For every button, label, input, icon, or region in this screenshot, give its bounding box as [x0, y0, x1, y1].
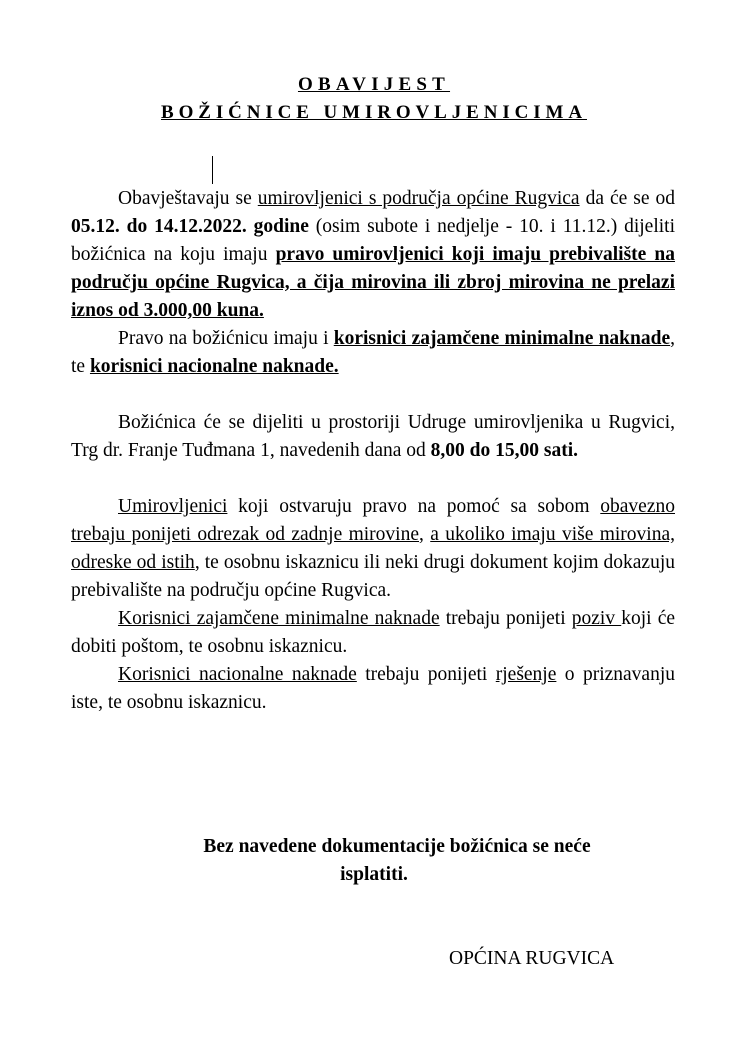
text: trebaju ponijeti: [439, 608, 572, 629]
paragraph-pensioner-documents: [71, 493, 675, 605]
text: trebaju ponijeti: [356, 664, 496, 685]
text: o priznavanju iste, te osobnu iskaznicu.: [71, 664, 675, 713]
text: Pravo na božićnicu imaju i: [118, 328, 334, 349]
underlined-text: Korisnici nacionalne naknade: [118, 664, 357, 685]
paragraph-dates: [71, 185, 675, 325]
text-cursor: [212, 156, 213, 184]
paragraph-location: [71, 409, 675, 465]
notice-title: OBAVIJEST: [297, 74, 451, 95]
eligible-group-2: korisnici nacionalne naknade.: [89, 356, 339, 377]
underlined-text: Umirovljenici: [118, 496, 228, 517]
text: koji će dobiti poštom, te osobnu iskaznicu.: [71, 608, 676, 657]
text: koji ostvaruju pravo na pomoć sa sobom: [227, 496, 601, 517]
closing-line-2: isplatiti.: [340, 864, 408, 885]
signature: OPĆINA RUGVICA: [449, 948, 615, 969]
underlined-text: rješenje: [495, 664, 557, 685]
eligible-group-1: korisnici zajamčene minimalne naknade: [333, 328, 671, 349]
text: da će se od: [579, 188, 675, 209]
spacer: [71, 465, 675, 493]
text: , te: [71, 328, 675, 377]
date-range: 05.12. do 14.12.2022. godine: [71, 216, 309, 237]
underlined-text: a ukoliko imaju više mirovina, odreske od istih: [71, 524, 675, 573]
underlined-text: Korisnici zajamčene minimalne naknade: [118, 608, 440, 629]
underlined-text: umirovljenici s područja općine Rugvica: [257, 188, 580, 209]
eligibility-condition: pravo umirovljenici koji imaju prebivalište na području općine Rugvica, a čija mirovina ili zbroj mirovina ne prelazi iznos od 3.000,00 kuna.: [71, 244, 676, 321]
notice-subtitle: BOŽIĆNICE UMIROVLJENICIMA: [161, 102, 587, 123]
text: Obavještavaju se: [118, 188, 258, 209]
text: , te osobnu iskaznicu ili neki drugi dokument kojim dokazuju prebivalište na području općine Rugvica.: [71, 552, 676, 601]
text: ,: [419, 524, 431, 545]
text: Božićnica će se dijeliti u prostoriji Udruge umirovljenika u Rugvici, Trg dr. Franje Tuđmana 1, navedenih dana od: [71, 412, 675, 461]
underlined-text: obavezno trebaju ponijeti odrezak od zadnje mirovine: [71, 496, 675, 545]
paragraph-other-eligible: [71, 325, 675, 381]
paragraph-national-benefit-documents: [71, 661, 675, 717]
closing-line-1: Bez navedene dokumentacije božićnica se neće: [203, 836, 591, 857]
opening-hours: 8,00 do 15,00 sati.: [430, 440, 579, 461]
paragraph-minimum-benefit-documents: [71, 605, 675, 661]
notice-body: [71, 185, 675, 717]
underlined-text: poziv: [571, 608, 622, 629]
spacer: [71, 381, 675, 409]
text: (osim subote i nedjelje - 10. i 11.12.) dijeliti božićnica na koju imaju: [71, 216, 676, 265]
